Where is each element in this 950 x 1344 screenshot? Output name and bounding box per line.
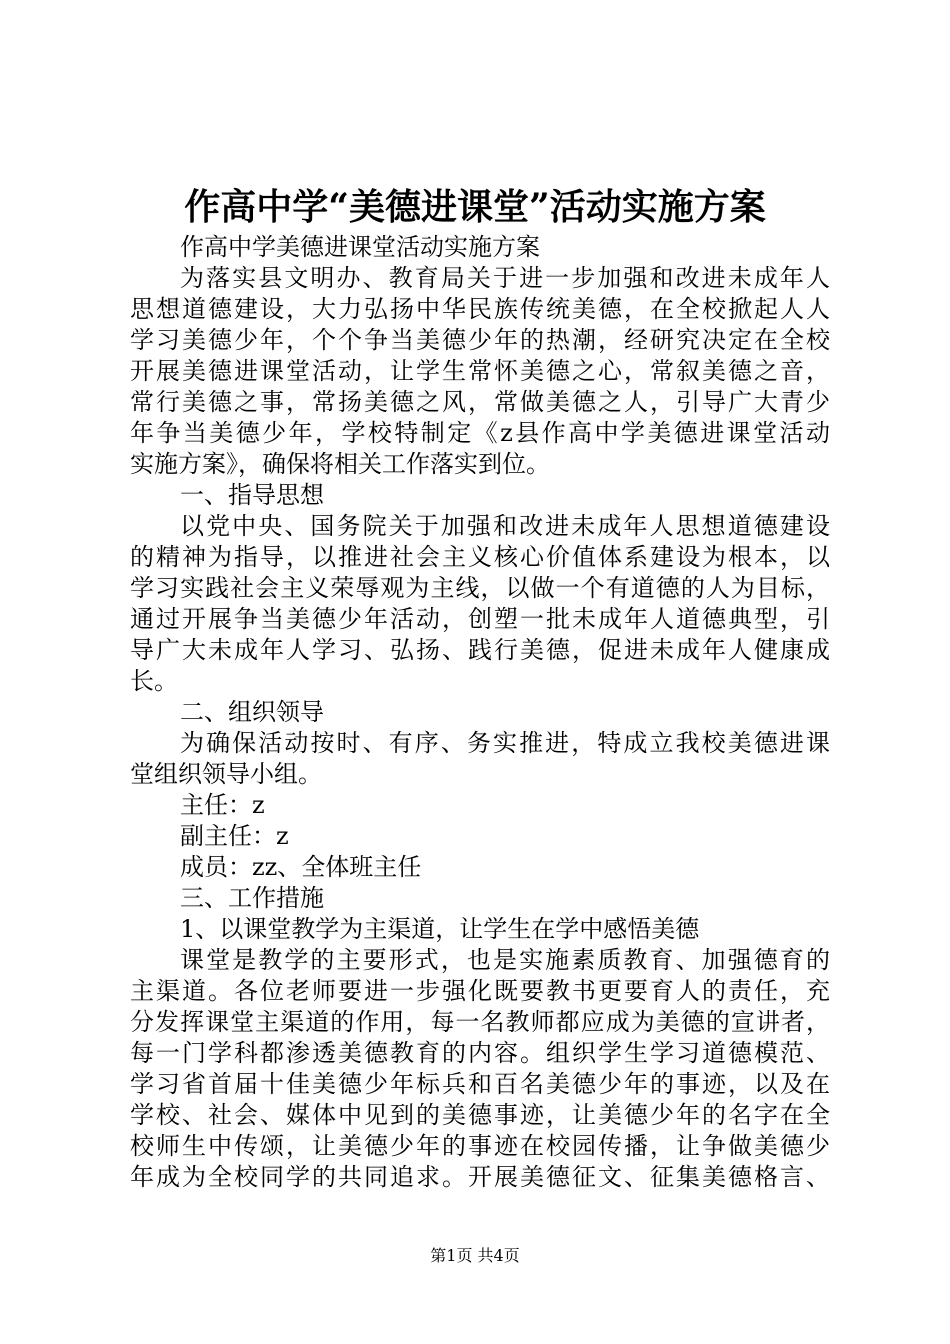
text-line: 学习实践社会主义荣辱观为主线，以做一个有道德的人为目标， — [130, 574, 830, 602]
text-line: 主渠道。各位老师要进一步强化既要教书更要育人的责任，充 — [130, 977, 830, 1005]
text-line: 为落实县文明办、教育局关于进一步加强和改进未成年人 — [180, 264, 830, 292]
text-line: 课堂是教学的主要形式，也是实施素质教育、加强德育的 — [180, 946, 830, 974]
text-line: 1、以课堂教学为主渠道，让学生在学中感悟美德 — [180, 915, 700, 943]
text-line: 分发挥课堂主渠道的作用，每一名教师都应成为美德的宣讲者， — [130, 1008, 830, 1036]
document-title: 作高中学“美德进课堂”活动实施方案 — [184, 186, 766, 228]
text-line: 学习美德少年，个个争当美德少年的热潮，经研究决定在全校 — [130, 326, 830, 354]
text-line: 导广大未成年人学习、弘扬、践行美德，促进未成年人健康成 — [130, 636, 830, 664]
document-body — [130, 232, 830, 1193]
text-line: 实施方案》，确保将相关工作落实到位。 — [130, 450, 550, 478]
text-line: 每一门学科都渗透美德教育的内容。组织学生学习道德模范、 — [130, 1039, 830, 1067]
text-line: 年争当美德少年，学校特制定《z县作高中学美德进课堂活动 — [130, 419, 830, 447]
text-line: 通过开展争当美德少年活动，创塑一批未成年人道德典型，引 — [130, 605, 830, 633]
text-line: 常行美德之事，常扬美德之风，常做美德之人，引导广大青少 — [130, 388, 830, 416]
text-line: 二、组织领导 — [180, 698, 324, 726]
text-line: 学习省首届十佳美德少年标兵和百名美德少年的事迹，以及在 — [130, 1070, 830, 1098]
text-line: 作高中学美德进课堂活动实施方案 — [180, 233, 540, 261]
page-footer — [0, 1245, 950, 1267]
text-line: 开展美德进课堂活动，让学生常怀美德之心，常叙美德之音， — [130, 357, 830, 385]
text-line: 校师生中传颂，让美德少年的事迹在校园传播，让争做美德少 — [130, 1132, 830, 1160]
text-line: 的精神为指导，以推进社会主义核心价值体系建设为根本，以 — [130, 543, 830, 571]
text-line: 三、工作措施 — [180, 884, 324, 912]
text-line: 主任：z — [180, 791, 265, 819]
text-line: 以党中央、国务院关于加强和改进未成年人思想道德建设 — [180, 512, 830, 540]
text-line: 副主任：z — [180, 822, 289, 850]
page-indicator: 第1页 共4页 — [430, 1246, 520, 1265]
text-line: 长。 — [130, 667, 178, 695]
text-line: 堂组织领导小组。 — [130, 760, 322, 788]
text-line: 学校、社会、媒体中见到的美德事迹，让美德少年的名字在全 — [130, 1101, 830, 1129]
text-line: 成员：zz、全体班主任 — [180, 853, 422, 881]
text-line: 思想道德建设，大力弘扬中华民族传统美德，在全校掀起人人 — [130, 295, 830, 323]
text-line: 为确保活动按时、有序、务实推进，特成立我校美德进课 — [180, 729, 830, 757]
text-line: 年成为全校同学的共同追求。开展美德征文、征集美德格言、 — [130, 1163, 830, 1191]
text-line: 一、指导思想 — [180, 481, 324, 509]
